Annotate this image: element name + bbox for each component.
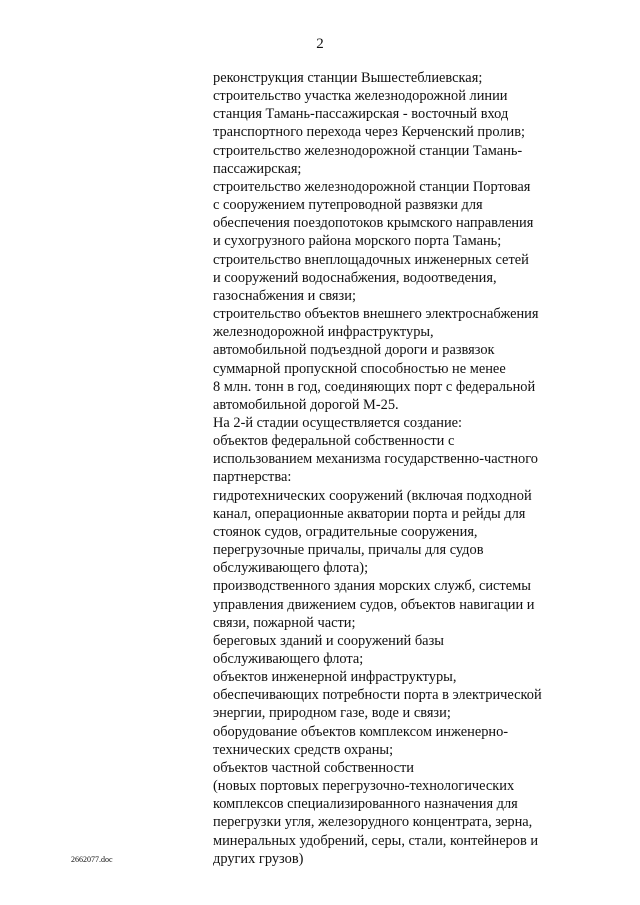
text-line: объектов частной собственности [213, 759, 414, 776]
text-line: пассажирская; [213, 160, 302, 177]
text-line: (новых портовых перегрузочно-технологических [213, 778, 515, 795]
text-line: использованием механизма государственно-частного [213, 451, 538, 468]
text-line: строительство участка железнодорожной линии [213, 88, 508, 105]
text-line: стоянок судов, оградительные сооружения, [213, 523, 478, 540]
text-line: автомобильной подъездной дороги и развязок [213, 342, 495, 359]
text-line: строительство объектов внешнего электроснабжения [213, 306, 539, 323]
text-line: На 2-й стадии осуществляется создание: [213, 414, 463, 431]
text-line: комплексов специализированного назначения для [213, 796, 518, 813]
text-line: строительство железнодорожной станции Портовая [213, 178, 531, 195]
text-line: с сооружением путепроводной развязки для [213, 197, 483, 214]
text-line: строительство внеплощадочных инженерных сетей [213, 251, 529, 268]
text-line: оборудование объектов комплексом инженерно- [213, 723, 509, 740]
text-line: транспортного перехода через Керченский пролив; [213, 124, 525, 141]
text-line: партнерства: [213, 469, 292, 486]
text-line: перегрузочные причалы, причалы для судов [213, 542, 484, 559]
text-line: строительство железнодорожной станции Тамань- [213, 142, 523, 159]
text-line: 8 млн. тонн в год, соединяющих порт с федеральной [213, 378, 536, 395]
text-line: связи, пожарной части; [213, 614, 356, 631]
text-line: железнодорожной инфраструктуры, [213, 324, 434, 341]
text-line: обслуживающего флота); [213, 560, 369, 577]
text-line: станция Тамань-пассажирская - восточный вход [213, 106, 509, 123]
text-line: береговых зданий и сооружений базы [213, 632, 444, 649]
text-line: и сухогрузного района морского порта Тамань; [213, 233, 502, 250]
text-line: производственного здания морских служб, системы [213, 578, 531, 595]
text-line: других грузов) [213, 850, 304, 867]
text-line: суммарной пропускной способностью не менее [213, 360, 506, 377]
text-line: обеспечения поездопотоков крымского направления [213, 215, 534, 232]
text-line: перегрузки угля, железорудного концентрата, зерна, [213, 814, 533, 831]
text-line: реконструкция станции Вышестеблиевская; [213, 70, 483, 86]
text-line: управления движением судов, объектов навигации и [213, 596, 535, 613]
text-line: объектов федеральной собственности с [213, 433, 455, 450]
text-line: обслуживающего флота; [213, 651, 364, 667]
text-line: гидротехнических сооружений (включая подходной [213, 487, 532, 504]
text-line: технических средств охраны; [213, 741, 394, 758]
text-line: автомобильной дорогой М-25. [213, 396, 399, 413]
text-line: и сооружений водоснабжения, водоотведения, [213, 269, 497, 286]
text-line: обеспечивающих потребности порта в электрической [213, 687, 542, 704]
footer-file-name: 2662077.doc [71, 855, 113, 864]
text-line: канал, операционные акватории порта и рейды для [213, 505, 526, 522]
text-line: газоснабжения и связи; [213, 287, 356, 304]
text-line: энергии, природном газе, воде и связи; [213, 705, 451, 722]
text-line: минеральных удобрений, серы, стали, контейнеров и [213, 832, 539, 849]
page-number: 2 [316, 36, 324, 52]
text-line: объектов инженерной инфраструктуры, [213, 669, 457, 686]
document-body [213, 69, 593, 868]
